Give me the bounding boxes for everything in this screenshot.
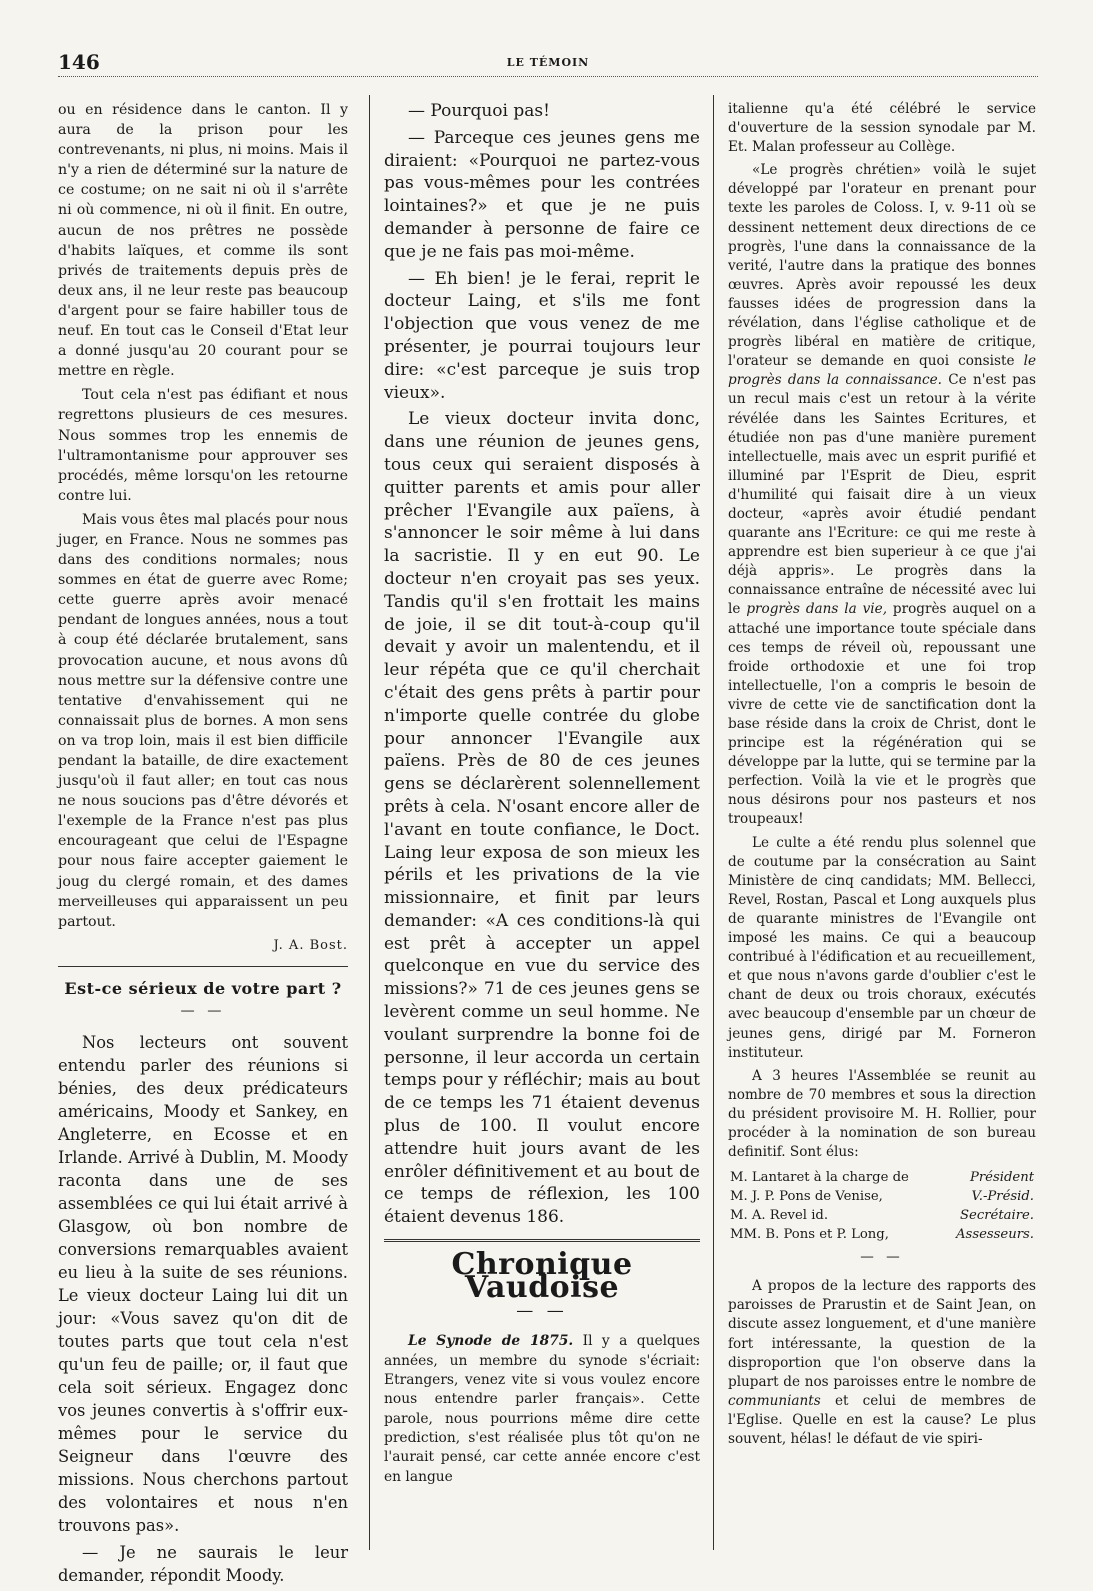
table-row [728, 1206, 1036, 1225]
column-divider-left [369, 95, 370, 1550]
text-run: «Le progrès chrétien» voilà le sujet développé par l'orateur en prenant pour texte les paroles de Coloss. I, v. 9-11 où se dessinent nettement deux directions de ce progrès, l'une dans la connaissance de la verité, l'autre dans la pratique des bonnes œuvres. Après avoir repoussé les deux fausses idées de progression dans la révélation, dans l'église catholique et de progrès libéral en matière de critique, l'orateur se demande en quoi consiste [728, 162, 1036, 370]
signature: J. A. Bost. [273, 937, 348, 953]
paragraph: Tout cela n'est pas édifiant et nous regrettons plusieurs de ces mesures. Nous sommes trop les ennemis de l'ultramontanisme pour approuver ses procédés, même lorsqu'on les retourne contre lui. [58, 387, 348, 504]
section-rule [58, 966, 348, 967]
emphasis: communiants [728, 1392, 821, 1409]
paragraph: — Je ne saurais le leur demander, répondit Moody. [58, 1543, 348, 1586]
paragraph: Mais vous êtes mal placés pour nous juger, en France. Nous ne sommes pas dans des conditions normales; nous sommes en état de guerre avec Rome; cette guerre après avoir menacé pendant de longues années, nous a tout à coup été déclarée brutalement, sans provocation aucune, et nous avons dû nous mettre sur la défensive contre une tentative d'envahissement qui ne connaissait plus de bornes. A mon sens on va trop loin, mais il est bien difficile pendant la bataille, de dire exactement jusqu'où il faut aller; en tout cas nous ne nous soucions pas d'être dévorés et l'exemple de la France n'est pas plus encourageant que celui de l'Espagne pour nous faire accepter gaiement le joug du clergé romain, et des dames merveilleuses qui apparaissent un peu partout. [58, 511, 348, 930]
paragraph: Le culte a été rendu plus solennel que de coutume par la consécration au Saint Ministère de cinq candidats; MM. Bellecci, Revel, Rostan, Pascal et Long auxquels plus de quarante ministres de l'Evangile ont imposé les mains. Ce qui a beaucoup contribué à l'édification et au recueillement, et que nous n'avons garde d'oublier c'est le chant de deux ou trois choraux, exécutés avec beaucoup d'ensemble par un chœur de jeunes gens, dirigé par M. Forneron instituteur. [728, 834, 1036, 1061]
officer-name: MM. B. Pons et P. Long, [730, 1227, 889, 1243]
paragraph: — Parceque ces jeunes gens me diraient: «Pourquoi ne partez-vous pas vous-mêmes pour les contrées lointaines?» et que je ne puis demander à personne de faire ce que je ne fais pas moi-même. [384, 127, 700, 262]
text-run: et celui de membres de l'Eglise. Quelle en est la cause? Le plus souvent, hélas! le défaut de vie spiri- [728, 1392, 1036, 1447]
column-2 [384, 100, 700, 1491]
table-row [728, 1225, 1036, 1244]
paragraph [728, 161, 1036, 829]
emphasis: progrès dans la vie, [746, 601, 888, 618]
paragraph: A 3 heures l'Assemblée se reunit au nombre de 70 membres et sous la direction du président provisoire M. H. Rollier, pour procéder à la nomination de son bureau definitif. Sont élus: [728, 1067, 1036, 1161]
synode-text: Il y a quelques années, un membre du synode s'écriait: Etrangers, venez vite si vous voulez encore nous entendre parler français». Cette parole, nous pourrions même dire cette prediction, s'est réalisée plus tôt qu'on ne l'aurait pensé, car cette année encore c'est en langue [384, 1333, 701, 1485]
section-rule [384, 1239, 700, 1242]
dash-separator: — — [860, 1249, 904, 1266]
paragraph: — Pourquoi pas! [408, 101, 550, 121]
officer-role: Secrétaire. [959, 1208, 1034, 1224]
text-run: A propos de la lecture des rapports des paroisses de Prarustin et de Saint Jean, on discute assez longuement, et d'une manière fort intéressante, la question de la disproportion que l'on observe dans la plupart de nos paroisses entre le nombre de [728, 1278, 1036, 1390]
paragraph: italienne qu'a été célébré le service d'ouverture de la session synodale par M. Et. Malan professeur au Collège. [728, 101, 1036, 156]
column-3 [728, 100, 1036, 1453]
page-number: 146 [58, 50, 100, 74]
column-divider-right [713, 95, 714, 1550]
officer-role: Président [969, 1170, 1034, 1186]
journal-title: LE TÉMOIN [506, 56, 590, 69]
table-row [728, 1168, 1036, 1187]
table-row [728, 1187, 1036, 1206]
header-rule [58, 76, 1038, 77]
synode-paragraph [384, 1332, 700, 1486]
text-run: progrès auquel on a attaché une importance toute spéciale dans ces temps de réveil où, repoussant une froide orthodoxie et une foi trop intellectuelle, l'on a compris le besoin de vivre de cette vie de sanctification dont la base réside dans la croix de Christ, dont le principe est la régénération qui se développe par la lutte, qui se termine par la perfection. Voilà la vie et le progrès que nous désirons pour nos pasteurs et nos troupeaux! [728, 601, 1036, 828]
paragraph [728, 1277, 1036, 1449]
section-title: Est-ce sérieux de votre part ? [64, 978, 342, 998]
synode-heading: Le Synode de 1875. [408, 1333, 574, 1350]
officer-name: M. J. P. Pons de Venise, [730, 1189, 883, 1205]
text-run: Ce n'est pas un recul mais c'est un retour à la vérite révélée dans les Saintes Ecritures, et étudiée non pas d'une manière purement intellectuelle, mais avec un esprit purifié et illuminé par l'Esprit de Dieu, esprit d'humilité qui faisait dire à un vieux docteur, «après avoir étudié pendant quarante ans l'Ecriture: ce qui me reste à apprendre est bien superieur à ce que j'ai déjà appris». Le progrès dans la connaissance entraîne de nécessité avec lui le [728, 372, 1036, 618]
officer-role: Assesseurs. [956, 1227, 1034, 1243]
officer-name: M. A. Revel id. [730, 1208, 829, 1224]
column-1 [58, 100, 348, 1591]
paragraph: ou en résidence dans le canton. Il y aura de la prison pour les contrevenants, ni plus, ni moins. Mais il n'y a rien de déterminé sur la nature de ce costume; on ne sait ni où il s'arrête ni où commence, ni où il finit. En outre, aucun de nos prêtres ne possède d'habits laïques, et comme ils sont privés de traitements depuis près de deux ans, il ne leur reste pas beaucoup d'argent pour se faire habiller tous de neuf. En tout cas le Conseil d'Etat leur a donné jusqu'au 20 courant pour se mettre en règle. [58, 102, 348, 380]
emphasis: le progrès dans la connaissance. [728, 353, 1036, 389]
dash-separator: — — [516, 1300, 568, 1321]
officer-role: V.-Présid. [971, 1189, 1034, 1205]
officer-name: M. Lantaret à la charge de [730, 1170, 909, 1186]
paragraph: — Eh bien! je le ferai, reprit le docteur Laing, et s'ils me font l'objection que vous venez de me présenter, je pourrai toujours leur dire: «c'est parceque je suis trop vieux». [384, 268, 700, 403]
paragraph: Le vieux docteur invita donc, dans une réunion de jeunes gens, tous ceux qui seraient disposés à quitter parents et amis pour aller prêcher l'Evangile aux païens, à s'annoncer le soir même à lui dans la sacristie. Il y en eut 90. Le docteur n'en croyait pas ses yeux. Tandis qu'il s'en frottait les mains de joie, il se dit tout-à-coup qu'il devait y avoir un malentendu, et il leur répéta que ce qu'il cherchait c'était des gens prêts à partir pour n'importe quelle contrée du globe pour annoncer l'Evangile aux païens. Près de 80 de ces jeunes gens se déclarèrent solennellement prêts à cela. N'osant encore aller de l'avant en toute confiance, le Doct. Laing leur exposa de son mieux les périls et les privations de la vie missionnaire, et finit par leurs demander: «A ces conditions-là qui est prêt à accepter un appel quelconque en vue du service des missions?» 71 de ces jeunes gens se levèrent comme un seul homme. Ne voulant surprendre la bonne foi de personne, il leur accorda un certain temps pour y réfléchir; mais au bout de ce temps les 71 étaient devenus plus de 100. Il voulut encore attendre huit jours avant de les enrôler définitivement et au bout de ce temps de réflexion, les 100 étaient devenus 186. [384, 409, 700, 1228]
chronique-title: Chronique Vaudoise [451, 1247, 633, 1305]
officers-table [728, 1168, 1036, 1244]
dash-separator: — — [180, 1003, 226, 1020]
paragraph: Nos lecteurs ont souvent entendu parler des réunions si bénies, des deux prédicateurs américains, Moody et Sankey, en Angleterre, en Ecosse et en Irlande. Arrivé à Dublin, M. Moody raconta dans une de ses assemblées ce qui lui était arrivé à Glasgow, où bon nombre de conversions remarquables avaient eu lieu à la suite de ses réunions. Le vieux docteur Laing lui dit un jour: «Vous savez qu'on dit de toutes parts que tout cela n'est qu'un feu de paille; or, il faut que cela soit sérieux. Engagez donc vos jeunes convertis à s'offrir eux-mêmes pour le service du Seigneur dans l'œuvre des missions. Nous cherchons partout des volontaires et nous n'en trouvons pas». [58, 1033, 348, 1536]
